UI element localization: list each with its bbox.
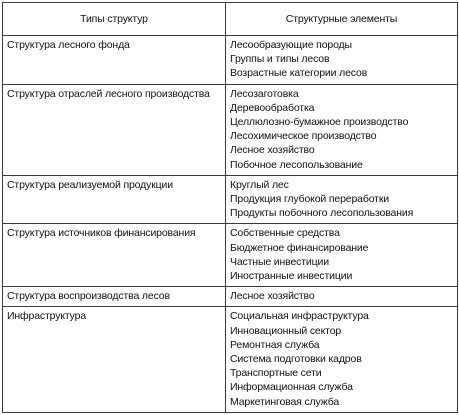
structure-element-item: Социальная инфраструктура bbox=[230, 310, 369, 323]
structure-element-item: Информационная служба bbox=[230, 381, 353, 394]
header-types: Типы структур bbox=[3, 3, 226, 36]
structure-type-label: Структура источников финансирования bbox=[7, 227, 196, 240]
structure-element-item: Продукты побочного лесопользования bbox=[230, 207, 414, 220]
structure-element-item: Иностранные инвестиции bbox=[230, 270, 353, 283]
structure-element-item: Маркетинговая служба bbox=[230, 395, 340, 408]
header-elements: Структурные элементы bbox=[226, 3, 458, 36]
structure-element-item: Группы и типы лесов bbox=[230, 53, 330, 66]
structure-element-item: Инновационный сектор bbox=[230, 324, 342, 337]
structure-table bbox=[2, 2, 458, 413]
structure-type-label: Структура лесного фонда bbox=[7, 39, 130, 51]
table-row bbox=[3, 287, 458, 307]
structure-element-item: Продукция глубокой переработки bbox=[230, 193, 390, 206]
structure-type-label: Структура отраслей лесного производства bbox=[7, 87, 210, 100]
structure-elements-cell bbox=[226, 224, 458, 287]
structure-type-cell bbox=[3, 307, 226, 412]
structure-element-item: Целлюлозно-бумажное производство bbox=[230, 116, 409, 129]
structure-element-item: Ремонтная служба bbox=[230, 338, 320, 351]
structure-elements-cell bbox=[226, 36, 458, 85]
table-row bbox=[3, 175, 458, 224]
table-row bbox=[3, 224, 458, 287]
structure-element-item: Лесное хозяйство bbox=[230, 290, 315, 303]
structure-element-item: Собственные средства bbox=[230, 227, 340, 240]
structure-elements-cell bbox=[226, 307, 458, 412]
structure-element-item: Система подготовки кадров bbox=[230, 353, 362, 366]
table-body bbox=[3, 36, 458, 413]
structure-type-cell bbox=[3, 175, 226, 224]
table-row bbox=[3, 307, 458, 412]
structure-elements-cell bbox=[226, 84, 458, 175]
structure-element-item: Деревообработка bbox=[230, 101, 315, 114]
structure-element-item: Лесозаготовка bbox=[230, 87, 299, 100]
structure-element-item: Лесохимическое производство bbox=[230, 130, 377, 143]
structure-type-cell bbox=[3, 84, 226, 175]
structure-element-item: Бюджетное финансирование bbox=[230, 241, 369, 254]
structure-type-cell bbox=[3, 224, 226, 287]
structure-elements-cell bbox=[226, 287, 458, 307]
structure-type-cell bbox=[3, 287, 226, 307]
structure-element-item: Транспортные сети bbox=[230, 367, 322, 380]
structure-element-item: Возрастные категории лесов bbox=[230, 67, 368, 80]
table-row bbox=[3, 36, 458, 85]
structure-type-label: Структура воспроизводства лесов bbox=[7, 290, 170, 303]
table-row bbox=[3, 84, 458, 175]
header-row bbox=[3, 3, 458, 36]
structure-element-item: Лесообразующие породы bbox=[230, 39, 352, 51]
structure-element-item: Круглый лес bbox=[230, 178, 289, 191]
structure-element-item: Побочное лесопользование bbox=[230, 158, 363, 171]
structure-element-item: Лесное хозяйство bbox=[230, 144, 315, 157]
structure-type-label: Структура реализуемой продукции bbox=[7, 178, 173, 191]
structure-elements-cell bbox=[226, 175, 458, 224]
structure-type-label: Инфраструктура bbox=[7, 310, 87, 323]
structure-type-cell bbox=[3, 36, 226, 85]
structure-element-item: Частные инвестиции bbox=[230, 255, 329, 268]
